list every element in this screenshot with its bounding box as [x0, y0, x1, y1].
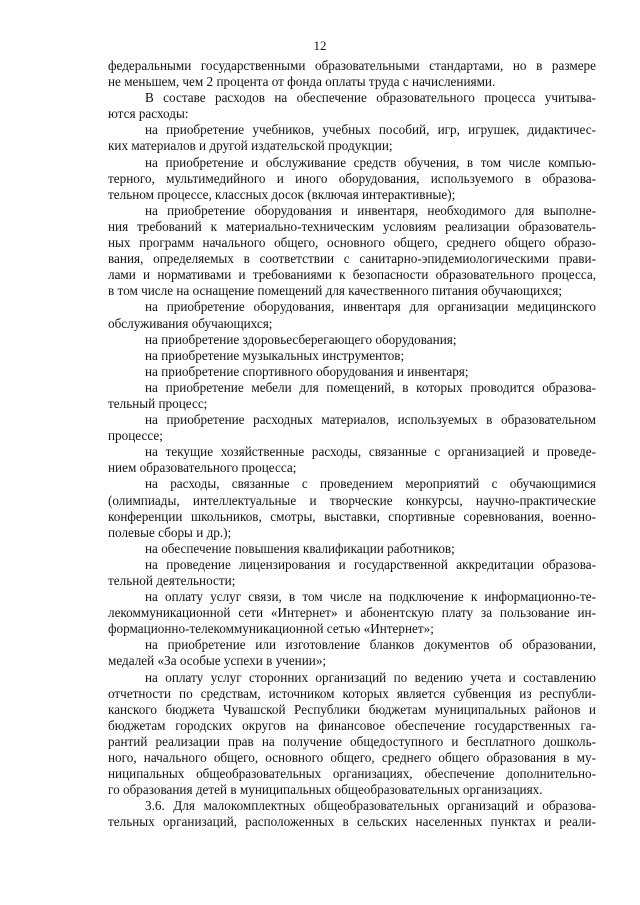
text-line: тельной деятельности; [108, 573, 236, 588]
text-line: ного, начального общего, основного общего, среднего общего образования в му- [108, 750, 596, 766]
text-line: ких материалов и другой издательской продукции; [108, 138, 393, 154]
text-line: В составе расходов на обеспечение образовательного процесса учитыва- [145, 90, 596, 106]
text-line: терного, мультимедийного и иного оборудования, используемого в образова- [108, 170, 596, 186]
text-line: бюджетам городских округов на финансовое обеспечение государственных га- [108, 717, 596, 733]
text-line: на приобретение и обслуживание средств обучения, в том числе компью- [145, 154, 596, 170]
text-line: (олимпиады, интеллектуальные и творческие конкурсы, научно-практические [108, 492, 596, 508]
text-line: на обеспечение повышения квалификации работников; [145, 540, 455, 556]
text-line: тельных организаций, расположенных в сельских населенных пунктах и реали- [108, 814, 596, 830]
text-line: формационно-телекоммуникационной сетью «Интернет»; [108, 621, 434, 637]
text-line: на приобретение расходных материалов, используемых в образовательном [145, 412, 596, 428]
text-line: на приобретение учебников, учебных пособий, игр, игрушек, дидактичес- [145, 122, 596, 138]
text-line: на приобретение оборудования, инвентаря для организации медицинского [145, 299, 596, 315]
text-line: на текущие хозяйственные расходы, связанные с организацией и проведе- [145, 444, 596, 460]
text-line: вания, определяемых в соответствии с санитарно-эпидемиологическими прави- [108, 251, 596, 267]
document-body [108, 58, 596, 831]
text-line: отчетности по средствам, источником которых является субвенция из республи- [108, 685, 596, 701]
text-line: на приобретение оборудования и инвентаря, необходимого для выполне- [145, 202, 596, 218]
text-line: федеральными государственными образовательными стандартами, но в размере [108, 58, 596, 73]
text-line: на приобретение мебели для помещений, в которых проводится образова- [145, 379, 596, 395]
text-line: го образования детей в муниципальных общеобразовательных организациях. [108, 782, 543, 798]
text-line: на приобретение или изготовление бланков документов об образовании, [145, 637, 596, 653]
text-line: ных программ начального общего, основного общего, среднего общего образо- [108, 235, 596, 251]
text-line: тельном процессе, классных досок (включая интерактивные); [108, 186, 456, 202]
text-line: медалей «За особые успехи в учении»; [108, 653, 327, 669]
text-line: конференции школьников, смотры, выставки, спортивные соревнования, военно- [108, 508, 596, 524]
text-line: на приобретение спортивного оборудования и инвентаря; [145, 363, 469, 379]
text-line: нием образовательного процесса; [108, 460, 297, 476]
text-line: обслуживания обучающихся; [108, 315, 273, 331]
text-line: не меньшем, чем 2 процента от фонда оплаты труда с начислениями. [108, 74, 496, 90]
text-line: лами и нормативами и требованиями к безопасности образовательного процесса, [108, 267, 596, 283]
page-number: 12 [313, 38, 327, 53]
text-line: на приобретение музыкальных инструментов; [145, 347, 405, 363]
text-line: ются расходы: [108, 106, 189, 122]
text-line: ния требований к материально-техническим условиям реализации образователь- [108, 218, 596, 234]
text-line: рантий реализации прав на получение общедоступного и бесплатного дошколь- [108, 733, 596, 749]
text-line: ниципальных общеобразовательных организациях, обеспечение дополнительно- [108, 766, 596, 782]
text-line: лекоммуникационной сети «Интернет» и абонентскую плату за пользование ин- [108, 605, 596, 621]
text-line: на расходы, связанные с проведением мероприятий с обучающимися [145, 476, 596, 492]
text-line: 3.6. Для малокомплектных общеобразовательных организаций и образова- [145, 798, 596, 814]
text-line: тельный процесс; [108, 395, 208, 411]
text-line: на проведение лицензирования и государственной аккредитации образова- [145, 556, 596, 572]
text-line: процессе; [108, 428, 163, 444]
text-line: в том числе на оснащение помещений для качественного питания обучающихся; [108, 283, 563, 299]
text-line: на оплату услуг связи, в том числе на подключение к информационно-те- [145, 589, 596, 605]
text-line: на приобретение здоровьесберегающего оборудования; [145, 331, 457, 347]
text-line: полевые сборы и др.); [108, 524, 232, 540]
text-line: канского бюджета Чувашской Республики бюджетам муниципальных районов и [108, 701, 596, 717]
text-line: на оплату услуг сторонних организаций по ведению учета и составлению [145, 669, 596, 685]
